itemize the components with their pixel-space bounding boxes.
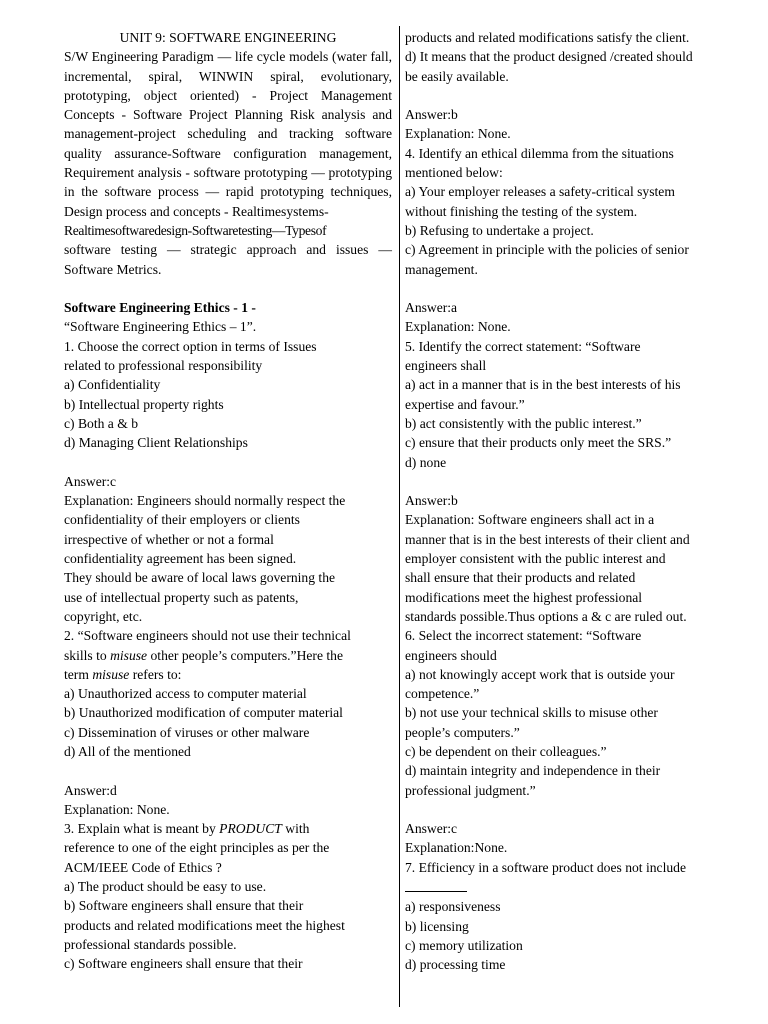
option-a: a) act in a manner that is in the best interests of his [405, 377, 681, 393]
explanation: Explanation: Software engineers shall act in a [405, 512, 655, 528]
option-b: b) Unauthorized modification of computer material [64, 705, 343, 721]
option-b: b) act consistently with the public interest.” [405, 415, 642, 431]
question-text: related to professional responsibility [64, 358, 263, 374]
explanation: shall ensure that their products and related [405, 570, 636, 586]
explanation: Explanation: None. [405, 126, 511, 142]
question-text: 7. Efficiency in a software product does not include [405, 859, 686, 875]
answer: Answer:a [405, 300, 458, 316]
option-c: c) be dependent on their colleagues.” [405, 743, 607, 759]
question-7 [405, 858, 733, 975]
option-c: c) ensure that their products only meet the SRS.” [405, 435, 672, 451]
answer: Answer:b [405, 493, 458, 509]
question-text: 6. Select the incorrect statement: “Software [405, 628, 642, 644]
left-column [64, 28, 392, 974]
explanation: use of intellectual property such as patents, [64, 589, 299, 605]
question-4 [405, 144, 733, 337]
question-text: skills to misuse other people’s computers.”Here the [64, 647, 343, 663]
section-quote: “Software Engineering Ethics – 1”. [64, 319, 257, 335]
answer: Answer:b [405, 107, 458, 123]
option-a: without finishing the testing of the system. [405, 203, 638, 219]
question-text: 1. Choose the correct option in terms of Issues [64, 338, 317, 354]
option-d: d) Managing Client Relationships [64, 435, 248, 451]
option-a: a) The product should be easy to use. [64, 879, 267, 895]
section-heading: Software Engineering Ethics - 1 - [64, 300, 256, 316]
answer: Answer:d [64, 782, 117, 798]
option-d: d) processing time [405, 957, 506, 973]
explanation: irrespective of whether or not a formal [64, 531, 274, 547]
option-c: management. [405, 261, 478, 277]
syllabus-text-line: Realtimesoftwaredesign-Softwaretesting—Typesof [64, 222, 327, 238]
option-a: a) Unauthorized access to computer material [64, 686, 307, 702]
option-d: professional judgment.” [405, 782, 536, 798]
explanation: Explanation:None. [405, 840, 508, 856]
explanation: Explanation: None. [405, 319, 511, 335]
option-d: d) It means that the product designed /created should [405, 49, 693, 65]
column-divider [399, 26, 400, 1007]
question-2 [64, 626, 392, 819]
option-a: expertise and favour.” [405, 396, 525, 412]
explanation: Explanation: None. [64, 801, 170, 817]
option-c: c) Both a & b [64, 415, 138, 431]
question-3 [64, 819, 392, 973]
option-b: people’s computers.” [405, 724, 520, 740]
option-c: c) Dissemination of viruses or other malware [64, 724, 310, 740]
option-b: b) Refusing to undertake a project. [405, 222, 594, 238]
question-text: mentioned below: [405, 165, 503, 181]
question-text: engineers should [405, 647, 497, 663]
option-c: products and related modifications satisfy the client. [405, 30, 690, 45]
question-text: term misuse refers to: [64, 666, 182, 682]
answer: Answer:c [405, 821, 458, 837]
question-text: ACM/IEEE Code of Ethics ? [64, 859, 222, 875]
answer: Answer:c [64, 473, 117, 489]
option-b: professional standards possible. [64, 936, 237, 952]
option-d: d) maintain integrity and independence in their [405, 763, 661, 779]
question-6 [405, 626, 733, 858]
question-text: 4. Identify an ethical dilemma from the situations [405, 145, 674, 161]
option-c: c) Agreement in principle with the policies of senior [405, 242, 689, 258]
unit-title: UNIT 9: SOFTWARE ENGINEERING [119, 30, 337, 45]
option-a: a) Confidentiality [64, 377, 161, 393]
syllabus-text: S/W Engineering Paradigm — life cycle models (water fall, incremental, spiral, WINWIN spiral, evolutionary, prototyping, object oriented) - Project Management Concepts - Software Project Planning Risk analysis and management-project scheduling and tracking software quality assurance-Software configuration management, Requirement analysis - software prototyping — prototyping in the software process — rapid prototyping techniques, Design process and concepts - Realtimesystems- [64, 49, 392, 219]
explanation: confidentiality agreement has been signed. [64, 551, 297, 567]
option-a: a) not knowingly accept work that is outside your [405, 666, 675, 682]
question-text: 3. Explain what is meant by PRODUCT with [64, 821, 310, 837]
question-text: reference to one of the eight principles as per the [64, 840, 330, 856]
option-b: products and related modifications meet the highest [64, 917, 345, 933]
option-a: a) Your employer releases a safety-critical system [405, 184, 675, 200]
option-c: c) Software engineers shall ensure that their [64, 956, 303, 972]
question-text: engineers shall [405, 358, 487, 374]
syllabus-text-end: software testing — strategic approach and issues — Software Metrics. [64, 242, 392, 277]
question-1 [64, 337, 392, 626]
explanation: confidentiality of their employers or clients [64, 512, 300, 528]
option-b: b) Intellectual property rights [64, 396, 224, 412]
option-b: b) licensing [405, 918, 469, 934]
option-a: a) responsiveness [405, 899, 501, 915]
option-b: b) not use your technical skills to misuse other [405, 705, 658, 721]
explanation: employer consistent with the public interest and [405, 551, 666, 567]
question-text: 2. “Software engineers should not use their technical [64, 628, 351, 644]
option-a: competence.” [405, 686, 480, 702]
explanation: copyright, etc. [64, 608, 143, 624]
question-5 [405, 337, 733, 626]
explanation: modifications meet the highest professional [405, 589, 643, 605]
explanation: manner that is in the best interests of their client and [405, 531, 690, 547]
option-b: b) Software engineers shall ensure that their [64, 898, 304, 914]
answer-blank [405, 877, 733, 897]
explanation: standards possible.Thus options a & c are ruled out. [405, 608, 687, 624]
option-d: d) none [405, 454, 447, 470]
right-column [405, 28, 733, 975]
explanation: They should be aware of local laws governing the [64, 570, 336, 586]
option-d: be easily available. [405, 68, 509, 84]
question-text: 5. Identify the correct statement: “Software [405, 338, 641, 354]
option-d: d) All of the mentioned [64, 743, 191, 759]
question-3-continued [405, 28, 733, 144]
option-c: c) memory utilization [405, 937, 523, 953]
explanation: Explanation: Engineers should normally respect the [64, 493, 346, 509]
